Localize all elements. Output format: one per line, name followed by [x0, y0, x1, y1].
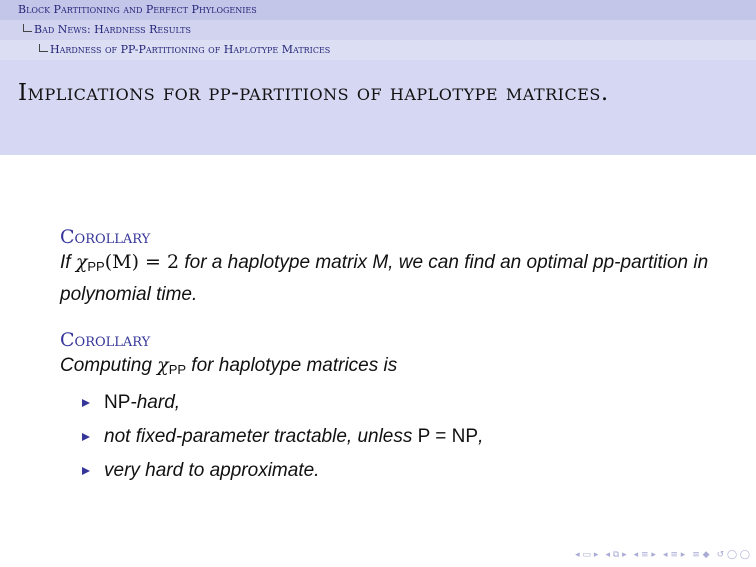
list-item [60, 386, 720, 420]
nav-section-icon[interactable]: ◂ ≡ ▸ [633, 550, 656, 560]
chi-subscript: PP [168, 362, 187, 377]
nav-section-bar[interactable] [0, 0, 756, 20]
corollary-text: for a haplotype matrix M, we can find an optimal pp-partition in polynomial time. [60, 252, 709, 305]
beamer-nav-symbols [575, 549, 750, 561]
math-expression: (M) = 2 [104, 251, 180, 273]
bullet-list [60, 386, 720, 488]
corollary-block-2 [60, 329, 720, 488]
frame-title: Implications for pp-partitions of haplotype matrices. [18, 80, 609, 106]
list-item [60, 420, 720, 454]
tree-connector-icon [39, 44, 48, 52]
corollary-body [60, 351, 720, 488]
nav-subsubsection-link[interactable]: Hardness of PP-Partitioning of Haplotype Matrices [50, 43, 331, 56]
nav-subsection-bar[interactable] [0, 20, 756, 40]
math-expression: P = NP [417, 426, 479, 447]
corollary-text: Computing [60, 355, 158, 376]
chi-subscript: PP [87, 259, 105, 274]
nav-document-icon[interactable]: ◂ ≡ ▸ [662, 550, 686, 560]
corollary-text: If [60, 252, 76, 273]
corollary-body [60, 248, 720, 309]
tree-connector-icon [23, 24, 32, 32]
bullet-text: very hard to approximate. [104, 460, 320, 481]
nav-search-back-icon[interactable]: ↺ ◯ ◯ [716, 550, 750, 560]
nav-appendix-icon[interactable]: ≡ ◆ [692, 550, 710, 560]
corollary-intro [60, 351, 720, 384]
bullet-text: -hard, [130, 392, 181, 413]
nav-section-link[interactable]: Block Partitioning and Perfect Phylogenies [18, 3, 257, 16]
slide-content [60, 226, 720, 488]
frame-title-band [0, 60, 756, 155]
triangle-bullet-icon [82, 399, 90, 407]
chi-symbol: χ [75, 251, 88, 273]
nav-frame-icon[interactable]: ◂ ▭ ▸ [575, 550, 599, 560]
corollary-block-1 [60, 226, 720, 309]
list-item [60, 454, 720, 488]
triangle-bullet-icon [82, 467, 90, 475]
triangle-bullet-icon [82, 433, 90, 441]
corollary-title: Corollary [60, 226, 151, 248]
nav-subsection-icon[interactable]: ◂ ⧉ ▸ [605, 550, 627, 560]
chi-symbol: χ [157, 354, 169, 376]
corollary-text: for haplotype matrices is [186, 355, 398, 376]
bullet-text: not fixed-parameter tractable, unless [104, 426, 418, 447]
nav-subsubsection-bar[interactable] [0, 40, 756, 60]
np-term: NP [104, 392, 131, 413]
nav-subsection-link[interactable]: Bad News: Hardness Results [34, 23, 191, 36]
corollary-title: Corollary [60, 329, 151, 351]
bullet-text: , [478, 426, 484, 447]
